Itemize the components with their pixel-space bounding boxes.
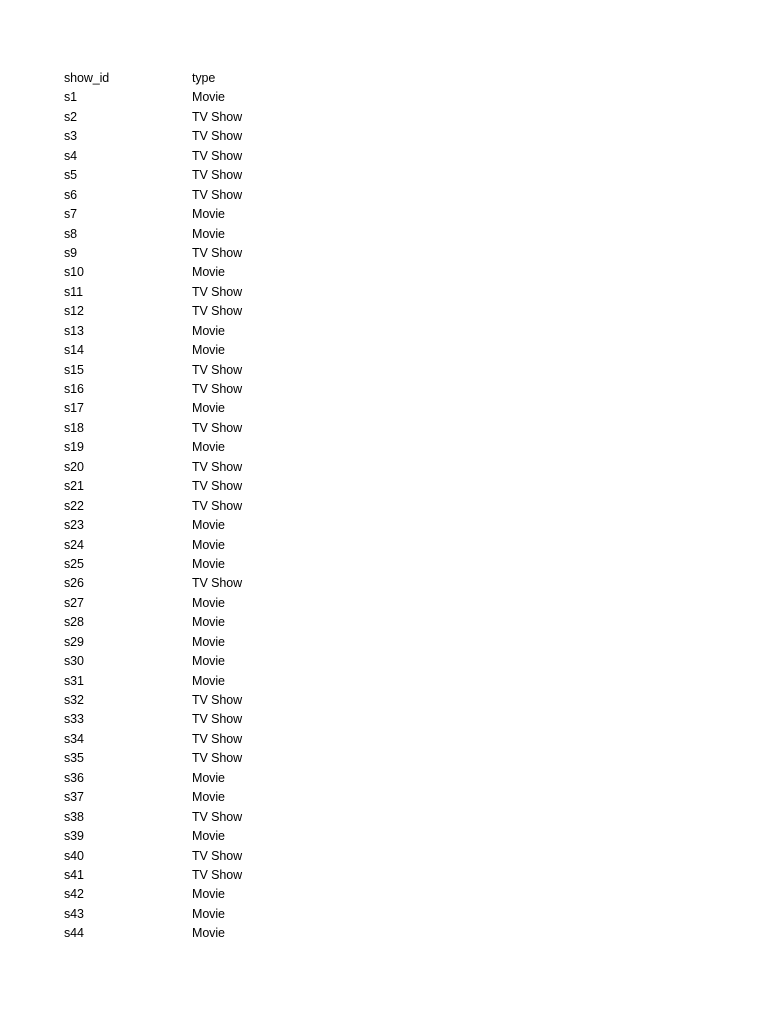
cell-type: Movie bbox=[192, 343, 225, 358]
cell-show-id: s33 bbox=[64, 712, 84, 727]
table-row bbox=[64, 108, 312, 127]
table-row bbox=[64, 536, 312, 555]
table-row bbox=[64, 710, 312, 729]
cell-show-id: s19 bbox=[64, 440, 84, 455]
cell-type: Movie bbox=[192, 90, 225, 105]
table-row bbox=[64, 380, 312, 399]
cell-type: TV Show bbox=[192, 576, 243, 591]
cell-type: TV Show bbox=[192, 109, 243, 124]
cell-show-id: s13 bbox=[64, 323, 84, 338]
cell-type: TV Show bbox=[192, 848, 243, 863]
table-row bbox=[64, 769, 312, 788]
cell-type: TV Show bbox=[192, 284, 243, 299]
cell-show-id: s15 bbox=[64, 362, 84, 377]
cell-show-id: s26 bbox=[64, 576, 84, 591]
cell-type: TV Show bbox=[192, 809, 243, 824]
cell-type: Movie bbox=[192, 518, 225, 533]
cell-show-id: s24 bbox=[64, 537, 84, 552]
cell-type: Movie bbox=[192, 440, 225, 455]
cell-show-id: s43 bbox=[64, 906, 84, 921]
table-row bbox=[64, 574, 312, 593]
table-row bbox=[64, 341, 312, 360]
cell-show-id: s12 bbox=[64, 304, 84, 319]
cell-show-id: s6 bbox=[64, 187, 78, 202]
cell-type: TV Show bbox=[192, 187, 243, 202]
cell-show-id: s20 bbox=[64, 459, 84, 474]
table-row bbox=[64, 127, 312, 146]
cell-type: Movie bbox=[192, 673, 225, 688]
cell-show-id: s27 bbox=[64, 595, 84, 610]
table-row bbox=[64, 788, 312, 807]
cell-type: Movie bbox=[192, 615, 225, 630]
cell-show-id: s10 bbox=[64, 265, 84, 280]
table-row bbox=[64, 594, 312, 613]
cell-type: TV Show bbox=[192, 459, 243, 474]
cell-show-id: s17 bbox=[64, 401, 84, 416]
table-row bbox=[64, 283, 312, 302]
table-row bbox=[64, 166, 312, 185]
cell-show-id: s37 bbox=[64, 790, 84, 805]
cell-type: Movie bbox=[192, 226, 225, 241]
table-row bbox=[64, 361, 312, 380]
cell-type: Movie bbox=[192, 887, 225, 902]
table-row bbox=[64, 88, 312, 107]
cell-show-id: s4 bbox=[64, 148, 78, 163]
table-header-row bbox=[64, 69, 312, 88]
cell-show-id: s2 bbox=[64, 109, 78, 124]
table-row bbox=[64, 672, 312, 691]
cell-show-id: s11 bbox=[64, 284, 83, 299]
table-row bbox=[64, 749, 312, 768]
table-row bbox=[64, 633, 312, 652]
cell-type: TV Show bbox=[192, 731, 243, 746]
table-row bbox=[64, 516, 312, 535]
cell-type: Movie bbox=[192, 537, 225, 552]
cell-type: TV Show bbox=[192, 129, 243, 144]
table-row bbox=[64, 205, 312, 224]
cell-type: TV Show bbox=[192, 168, 243, 183]
table-row bbox=[64, 244, 312, 263]
table-row bbox=[64, 477, 312, 496]
table-row bbox=[64, 866, 312, 885]
table-row bbox=[64, 924, 312, 943]
table-row bbox=[64, 322, 312, 341]
cell-type: TV Show bbox=[192, 712, 243, 727]
cell-type: Movie bbox=[192, 790, 225, 805]
table-row bbox=[64, 730, 312, 749]
cell-show-id: s32 bbox=[64, 693, 84, 707]
table-row bbox=[64, 808, 312, 827]
table-row bbox=[64, 652, 312, 671]
cell-show-id: s16 bbox=[64, 382, 84, 396]
table-row bbox=[64, 186, 312, 205]
cell-show-id: s7 bbox=[64, 207, 78, 222]
cell-show-id: s40 bbox=[64, 848, 84, 863]
cell-type: TV Show bbox=[192, 382, 243, 396]
cell-type: Movie bbox=[192, 265, 225, 280]
cell-show-id: s39 bbox=[64, 829, 84, 844]
cell-type: Movie bbox=[192, 401, 225, 416]
cell-show-id: s9 bbox=[64, 245, 78, 260]
cell-type: Movie bbox=[192, 926, 225, 941]
table-row bbox=[64, 905, 312, 924]
cell-show-id: s1 bbox=[64, 90, 78, 105]
cell-show-id: s29 bbox=[64, 634, 84, 649]
table-row bbox=[64, 691, 312, 710]
table-row bbox=[64, 885, 312, 904]
cell-show-id: s8 bbox=[64, 226, 78, 241]
cell-show-id: s14 bbox=[64, 343, 84, 358]
cell-type: TV Show bbox=[192, 693, 243, 707]
table-row bbox=[64, 225, 312, 244]
cell-type: TV Show bbox=[192, 362, 243, 377]
cell-type: TV Show bbox=[192, 148, 243, 163]
cell-show-id: s21 bbox=[64, 479, 84, 494]
cell-type: TV Show bbox=[192, 304, 243, 319]
cell-show-id: s31 bbox=[64, 673, 84, 688]
cell-type: Movie bbox=[192, 770, 225, 785]
cell-type: Movie bbox=[192, 207, 225, 222]
cell-type: Movie bbox=[192, 634, 225, 649]
cell-type: Movie bbox=[192, 906, 225, 921]
cell-show-id: s22 bbox=[64, 498, 84, 513]
cell-type: TV Show bbox=[192, 245, 243, 260]
cell-show-id: s42 bbox=[64, 887, 84, 902]
cell-type: Movie bbox=[192, 556, 225, 571]
table-row bbox=[64, 438, 312, 457]
cell-show-id: s5 bbox=[64, 168, 78, 183]
table-body bbox=[64, 88, 312, 943]
table-row bbox=[64, 458, 312, 477]
table-row bbox=[64, 847, 312, 866]
cell-type: TV Show bbox=[192, 751, 243, 766]
cell-show-id: s25 bbox=[64, 556, 84, 571]
table-row bbox=[64, 613, 312, 632]
table-row bbox=[64, 555, 312, 574]
cell-show-id: s44 bbox=[64, 926, 84, 941]
data-table bbox=[64, 69, 312, 944]
table-row bbox=[64, 263, 312, 282]
cell-show-id: s3 bbox=[64, 129, 78, 144]
cell-show-id: s41 bbox=[64, 867, 84, 882]
cell-show-id: s36 bbox=[64, 770, 84, 785]
table-row bbox=[64, 302, 312, 321]
cell-show-id: s18 bbox=[64, 420, 84, 435]
cell-type: TV Show bbox=[192, 420, 243, 435]
column-header-type: type bbox=[192, 71, 216, 85]
cell-show-id: s35 bbox=[64, 751, 84, 766]
cell-type: Movie bbox=[192, 829, 225, 844]
cell-type: Movie bbox=[192, 595, 225, 610]
cell-type: Movie bbox=[192, 323, 225, 338]
cell-type: TV Show bbox=[192, 867, 243, 882]
cell-show-id: s34 bbox=[64, 731, 84, 746]
cell-type: Movie bbox=[192, 654, 225, 669]
cell-show-id: s30 bbox=[64, 654, 84, 669]
table-row bbox=[64, 419, 312, 438]
table-row bbox=[64, 497, 312, 516]
table-row bbox=[64, 827, 312, 846]
table-row bbox=[64, 147, 312, 166]
table-row bbox=[64, 399, 312, 418]
column-header-show-id: show_id bbox=[64, 71, 110, 85]
cell-show-id: s38 bbox=[64, 809, 84, 824]
cell-type: TV Show bbox=[192, 479, 243, 494]
cell-show-id: s23 bbox=[64, 518, 84, 533]
cell-show-id: s28 bbox=[64, 615, 84, 630]
cell-type: TV Show bbox=[192, 498, 243, 513]
